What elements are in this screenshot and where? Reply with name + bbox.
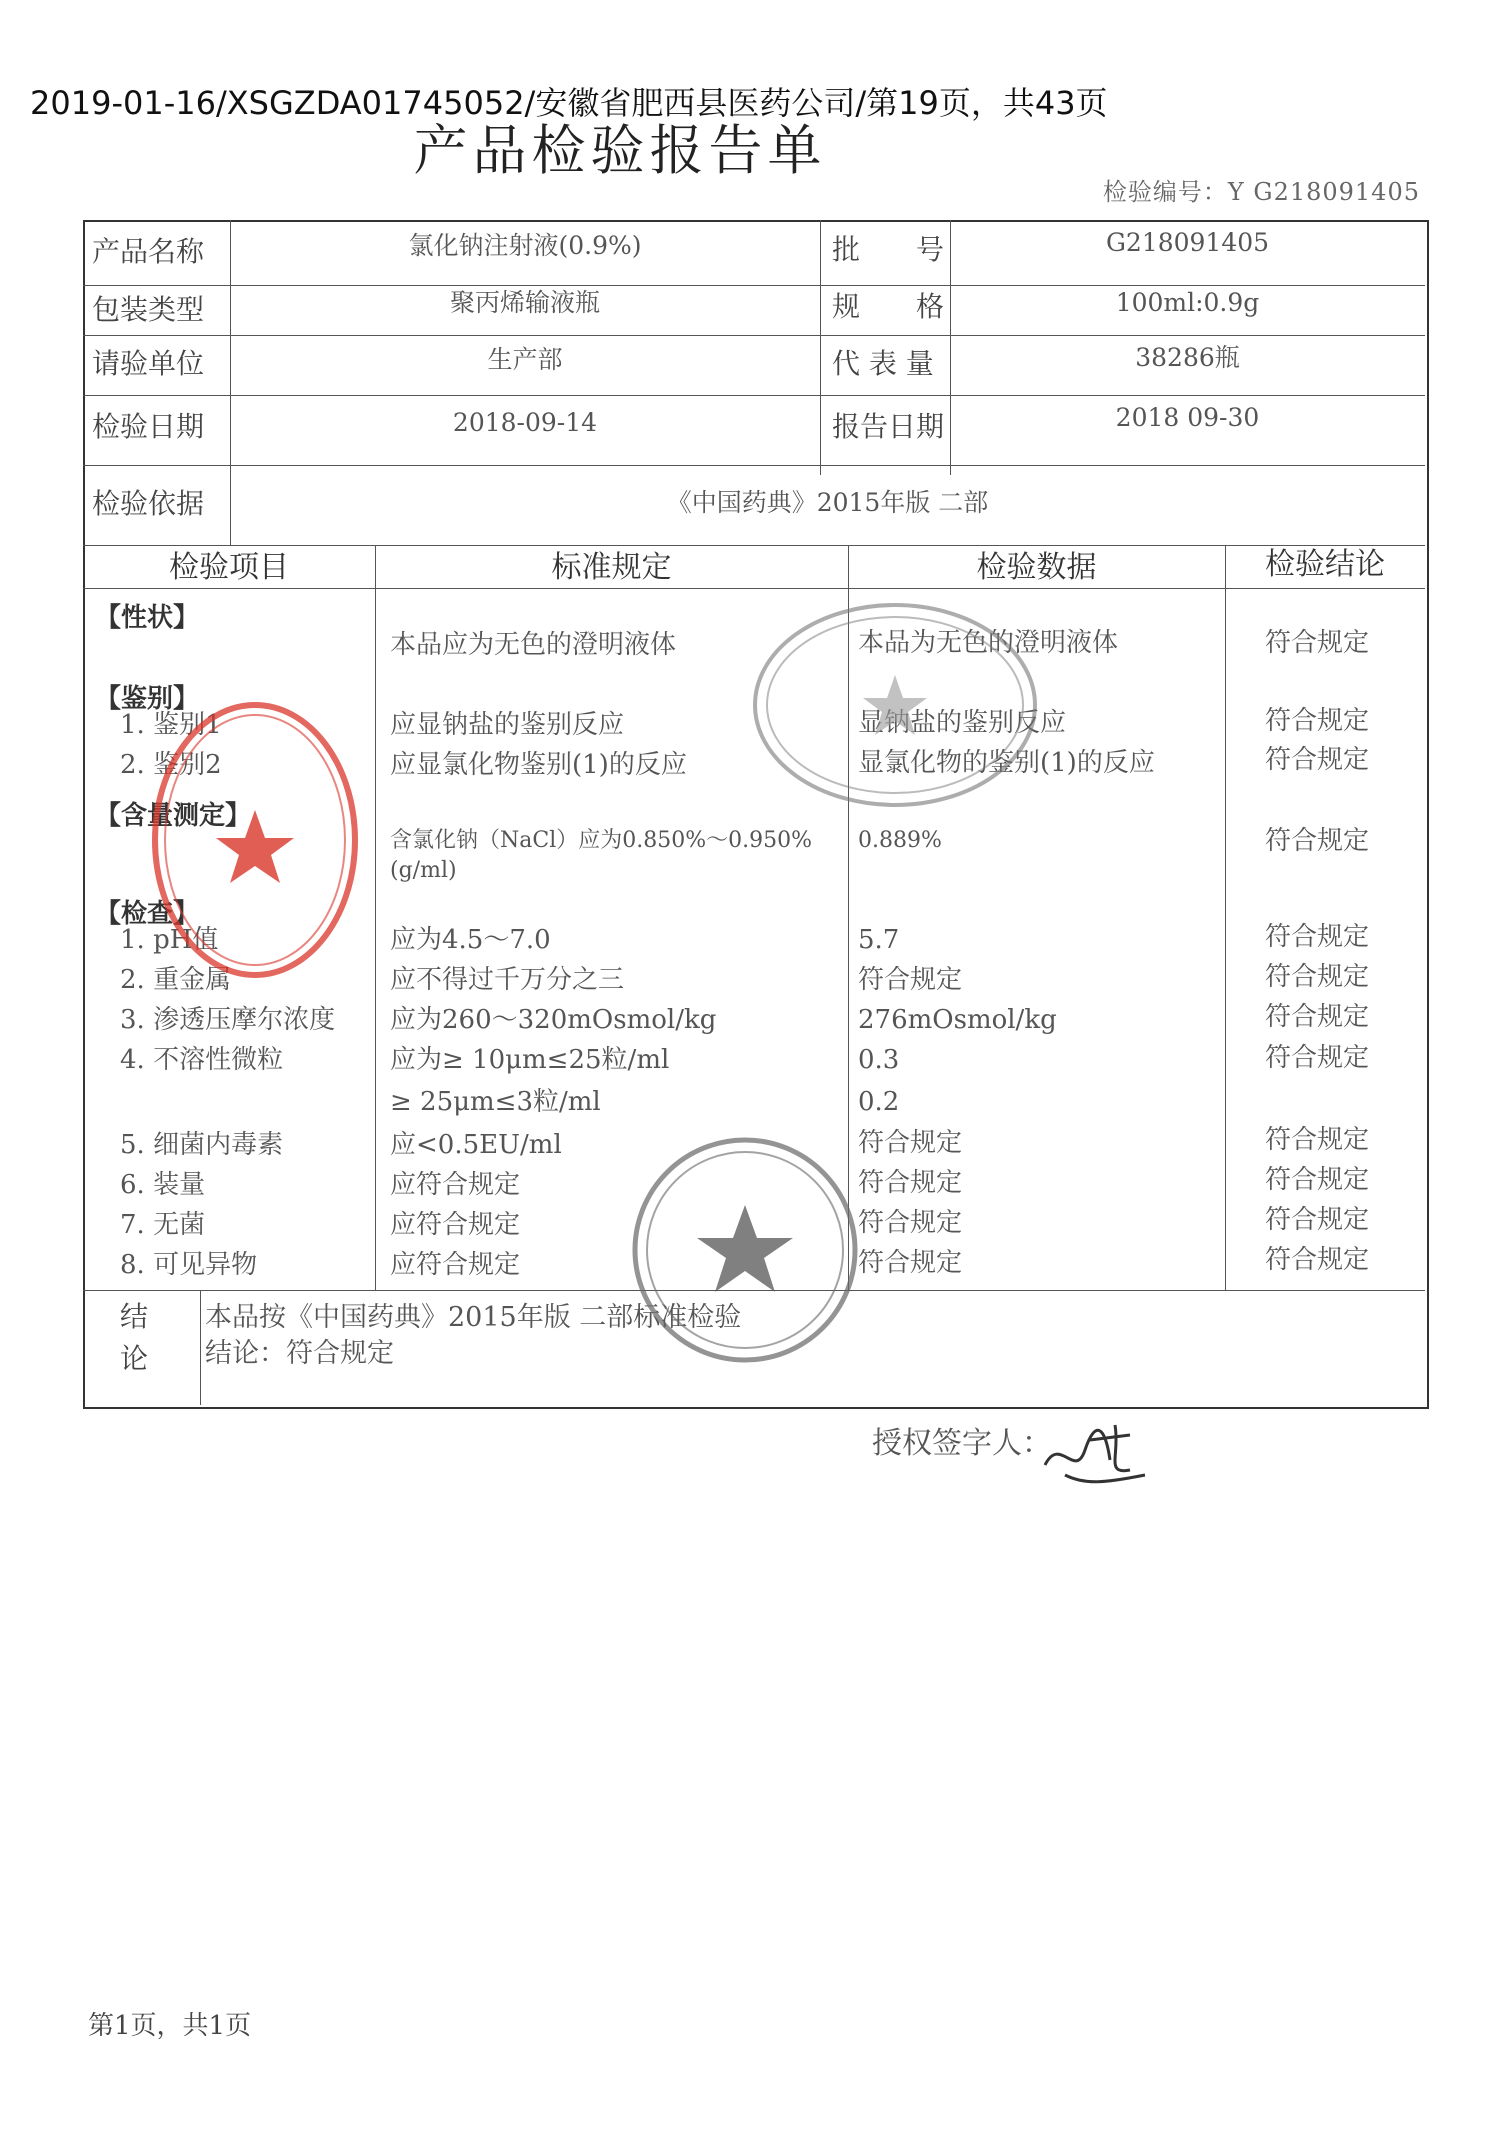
grid-line [83, 588, 1425, 589]
quantity-label: 代 表 量 [832, 347, 934, 380]
batch-value: G218091405 [1105, 228, 1270, 257]
item-cell: 1. pH值 [120, 925, 219, 955]
data-cell: 276mOsmol/kg [858, 1005, 1057, 1035]
data-cell: 0.2 [858, 1087, 900, 1117]
result-cell: 符合规定 [1265, 826, 1370, 856]
section-identification: 【鉴别】 [95, 684, 200, 714]
data-cell: 符合规定 [858, 1168, 963, 1198]
result-cell: 符合规定 [1265, 962, 1370, 992]
result-cell: 符合规定 [1265, 706, 1370, 736]
spec-value: 100ml:0.9g [1115, 288, 1260, 317]
signer-label: 授权签字人： [872, 1426, 1052, 1461]
grid-line [83, 545, 1425, 546]
requester-label: 请验单位 [92, 347, 205, 380]
grid-line [200, 1290, 201, 1405]
conclusion-label-1: 结 [120, 1300, 149, 1333]
data-cell: 符合规定 [858, 1208, 963, 1238]
result-cell: 符合规定 [1265, 1002, 1370, 1032]
grid-line [83, 395, 1425, 396]
archive-header: 2019-01-16/XSGZDA01745052/安徽省肥西县医药公司/第19页，共43页 [30, 84, 1108, 122]
item-cell: 4. 不溶性微粒 [120, 1045, 284, 1075]
data-cell: 符合规定 [858, 965, 963, 995]
standard-cell: 应显钠盐的鉴别反应 [390, 710, 625, 740]
data-cell: 0.889% [858, 828, 942, 853]
grid-line [83, 335, 1425, 336]
requester-value: 生产部 [487, 345, 563, 374]
grid-line [83, 285, 1425, 286]
grid-line [1225, 545, 1226, 1290]
data-cell: 符合规定 [858, 1248, 963, 1278]
product-name-label: 产品名称 [92, 235, 205, 268]
data-cell: 5.7 [858, 925, 900, 955]
gray-seal-bottom [625, 1130, 865, 1370]
result-cell: 符合规定 [1265, 1205, 1370, 1235]
column-header-item: 检验项目 [169, 550, 289, 585]
column-header-result: 检验结论 [1265, 547, 1385, 582]
result-cell: 符合规定 [1265, 1125, 1370, 1155]
grid-line [375, 545, 376, 1290]
standard-cell: 应为4.5～7.0 [390, 925, 551, 955]
standard-cell: 应符合规定 [390, 1250, 521, 1280]
package-value: 聚丙烯输液瓶 [449, 288, 600, 317]
page-footer: 第1页，共1页 [88, 2011, 252, 2041]
conclusion-line-2: 结论：符合规定 [205, 1338, 394, 1369]
data-cell: 符合规定 [858, 1128, 963, 1158]
result-cell: 符合规定 [1265, 1245, 1370, 1275]
standard-cell: ≥ 25μm≤3粒/ml [390, 1087, 601, 1117]
item-cell: 2. 鉴别2 [120, 750, 222, 780]
standard-cell: 应为≥ 10μm≤25粒/ml [390, 1045, 670, 1075]
spec-label: 规 格 [832, 290, 945, 323]
standard-cell: 应为260～320mOsmol/kg [390, 1005, 717, 1035]
report-date-label: 报告日期 [832, 410, 945, 443]
standard-cell: 应<0.5EU/ml [390, 1130, 562, 1160]
result-cell: 符合规定 [1265, 922, 1370, 952]
column-header-data: 检验数据 [976, 550, 1097, 585]
data-cell: 显钠盐的鉴别反应 [858, 708, 1067, 738]
gray-seal-top [745, 590, 1045, 820]
basis-label: 检验依据 [92, 487, 205, 520]
report-number: 检验编号：Y G218091405 [1102, 178, 1420, 206]
standard-cell: 应符合规定 [390, 1170, 521, 1200]
item-cell: 6. 装量 [120, 1170, 206, 1200]
item-cell: 1. 鉴别1 [120, 710, 222, 740]
section-assay: 【含量测定】 [95, 801, 252, 831]
grid-line [83, 465, 1425, 466]
standard-cell: 本品应为无色的澄明液体 [390, 630, 677, 660]
result-cell: 符合规定 [1265, 1043, 1370, 1073]
batch-label: 批 号 [832, 233, 945, 266]
data-cell: 显氯化物的鉴别(1)的反应 [858, 748, 1155, 778]
section-appearance: 【性状】 [95, 603, 200, 633]
test-date-label: 检验日期 [92, 410, 205, 443]
test-date-value: 2018-09-14 [452, 408, 598, 437]
standard-cell: 含氯化钠（NaCl）应为0.850%～0.950% [390, 828, 813, 853]
data-cell: 0.3 [858, 1045, 900, 1075]
item-cell: 7. 无菌 [120, 1210, 206, 1240]
column-header-standard: 标准规定 [551, 550, 672, 585]
result-cell: 符合规定 [1265, 1165, 1370, 1195]
grid-line [820, 220, 821, 475]
report-date-value: 2018 09-30 [1115, 403, 1260, 432]
item-cell: 2. 重金属 [120, 965, 232, 995]
signature-image [1035, 1405, 1155, 1495]
basis-value: 《中国药典》2015年版 二部 [666, 488, 989, 517]
standard-cell: 应符合规定 [390, 1210, 521, 1240]
document-title: 产品检验报告单 [413, 119, 827, 182]
standard-cell: 应显氯化物鉴别(1)的反应 [390, 750, 687, 780]
result-cell: 符合规定 [1265, 745, 1370, 775]
item-cell: 8. 可见异物 [120, 1250, 258, 1280]
package-label: 包装类型 [92, 293, 205, 326]
section-tests: 【检查】 [95, 899, 200, 929]
conclusion-line-1: 本品按《中国药典》2015年版 二部标准检验 [205, 1302, 742, 1333]
result-cell: 符合规定 [1265, 628, 1370, 658]
item-cell: 5. 细菌内毒素 [120, 1130, 284, 1160]
conclusion-label-2: 论 [120, 1342, 149, 1375]
red-seal-left [140, 690, 370, 990]
data-cell: 本品为无色的澄明液体 [858, 628, 1119, 658]
standard-cell-unit: (g/ml) [390, 858, 457, 883]
product-name-value: 氯化钠注射液(0.9%) [408, 231, 642, 260]
quantity-value: 38286瓶 [1135, 343, 1240, 372]
standard-cell: 应不得过千万分之三 [390, 965, 625, 995]
item-cell: 3. 渗透压摩尔浓度 [120, 1005, 336, 1035]
